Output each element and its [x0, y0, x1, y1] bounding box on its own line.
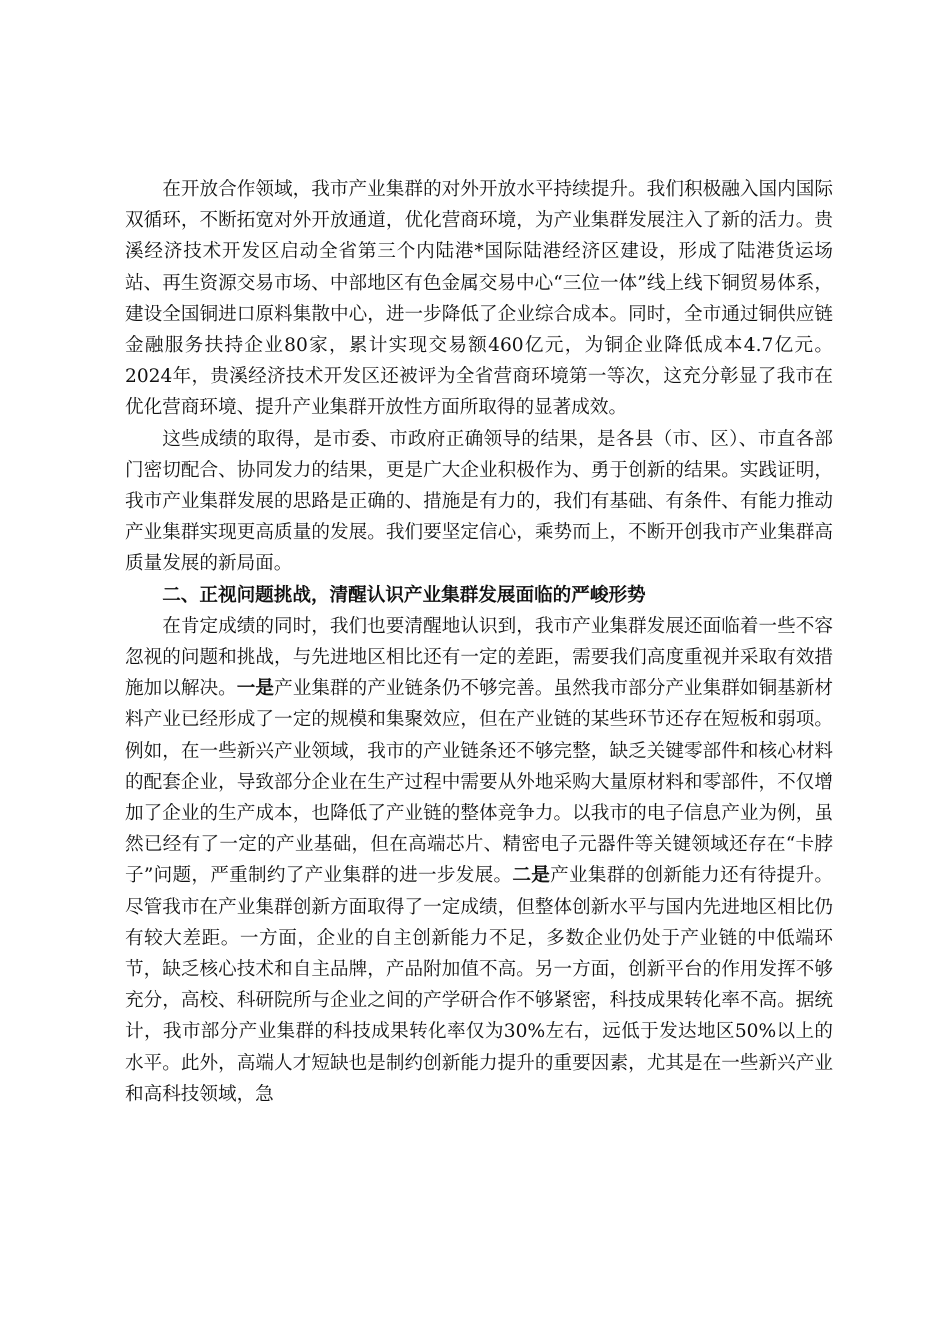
paragraph-problems — [125, 611, 833, 1110]
paragraph-text: 这些成绩的取得，是市委、市政府正确领导的结果，是各县（市、区）、市直各部门密切配合、协同发力的结果，更是广大企业积极作为、勇于创新的结果。实践证明，我市产业集群发展的思路是正确的、措施是有力的，我们有基础、有条件、有能力推动产业集群实现更高质量的发展。我们要坚定信心，乘势而上，不断开创我市产业集群高质量发展的新局面。 — [125, 428, 833, 575]
section-heading-2: 二、正视问题挑战，清醒认识产业集群发展面临的严峻形势 — [162, 584, 646, 606]
bold-marker-second: 二是 — [512, 865, 551, 887]
paragraph-text: 在开放合作领域，我市产业集群的对外开放水平持续提升。我们积极融入国内国际双循环，不断拓宽对外开放通道，优化营商环境，为产业集群发展注入了新的活力。贵溪经济技术开发区启动全省第三个内陆港*国际陆港经济区建设，形成了陆港货运场站、再生资源交易市场、中部地区有色金属交易中心“三位一体”线上线下铜贸易体系，建设全国铜进口原料集散中心，进一步降低了企业综合成本。同时，全市通过铜供应链金融服务扶持企业80家，累计实现交易额460亿元，为铜企业降低成本4.7亿元。2024年，贵溪经济技术开发区还被评为全省营商环境第一等次，这充分彰显了我市在优化营商环境、提升产业集群开放性方面所取得的显著成效。 — [125, 179, 833, 419]
bold-marker-first: 一是 — [236, 678, 275, 700]
paragraph-text: 产业集群的产业链条仍不够完善。虽然我市部分产业集群如铜基新材料产业已经形成了一定的规模和集聚效应，但在产业链的某些环节还存在短板和弱项。例如，在一些新兴产业领域，我市的产业链条还不够完整，缺乏关键零部件和核心材料的配套企业，导致部分企业在生产过程中需要从外地采购大量原材料和零部件，不仅增加了企业的生产成本，也降低了产业链的整体竞争力。以我市的电子信息产业为例，虽然已经有了一定的产业基础，但在高端芯片、精密电子元器件等关键领域还存在“卡脖子”问题，严重制约了产业集群的进一步发展。 — [125, 678, 833, 887]
paragraph-open-cooperation — [125, 174, 833, 424]
paragraph-text: 在肯定成绩的同时，我们也要清醒地认识到，我市产业集群发展还面临着一些不容忽视的问题和挑战，与先进地区相比还有一定的差距，需要我们高度重视并采取有效措施加以解决。 — [125, 615, 833, 700]
paragraph-achievements-summary — [125, 424, 833, 580]
paragraph-text: 产业集群的创新能力还有待提升。尽管我市在产业集群创新方面取得了一定成绩，但整体创新水平与国内先进地区相比仍有较大差距。一方面，企业的自主创新能力不足，多数企业仍处于产业链的中低端环节，缺乏核心技术和自主品牌，产品附加值不高。另一方面，创新平台的作用发挥不够充分，高校、科研院所与企业之间的产学研合作不够紧密，科技成果转化率不高。据统计，我市部分产业集群的科技成果转化率仅为30%左右，远低于发达地区50%以上的水平。此外，高端人才短缺也是制约创新能力提升的重要因素，尤其是在一些新兴产业和高科技领域，急 — [125, 865, 833, 1105]
document-page — [125, 174, 833, 1110]
